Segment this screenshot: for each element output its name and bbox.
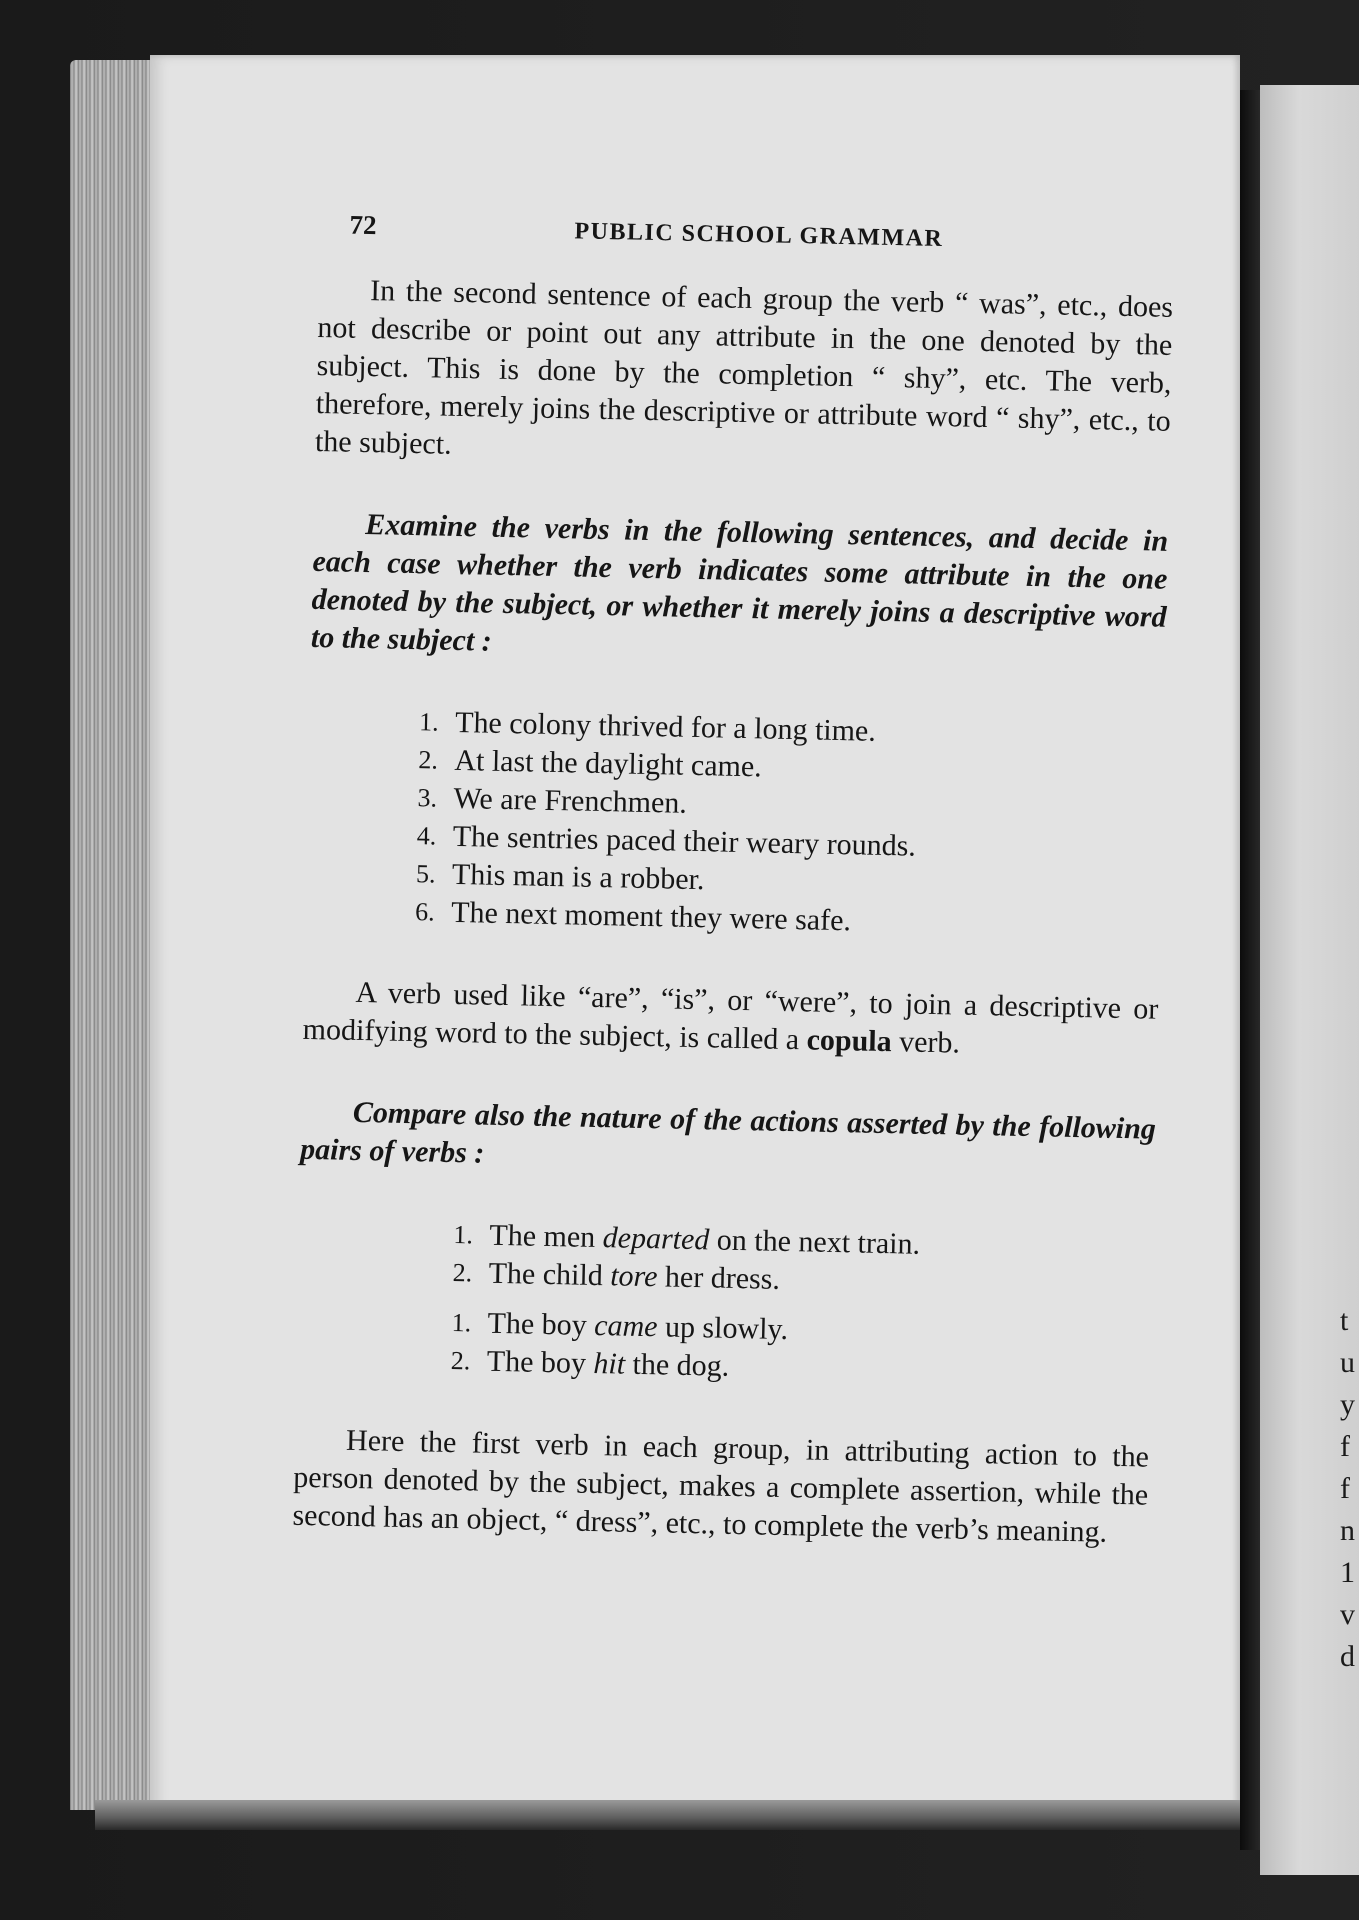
adjacent-letter: f	[1340, 1430, 1350, 1463]
item-number: 2.	[418, 745, 439, 775]
paragraph-conclusion: Here the first verb in each group, in attributing action to the person denoted by the subject, makes a complete assertion, while the second has an object, “ dress”, etc., to complete the verb’s meaning.	[292, 1423, 1150, 1549]
paragraph-verb-explanation: In the second sentence of each group the verb “ was”, etc., does not describe or point out any attribute in the one denoted by the subject. This is done by the completion “ shy”, etc. The verb, therefore, merely joins the descriptive or attribute word “ shy”, etc., to the subject.	[314, 274, 1174, 461]
item-number: 1.	[451, 1308, 472, 1338]
text-fragment: the dog.	[624, 1347, 730, 1383]
adjacent-letter: v	[1340, 1598, 1355, 1631]
italic-verb: tore	[609, 1259, 658, 1294]
text-fragment: her dress.	[657, 1260, 781, 1296]
item-text: At last the daylight came.	[454, 743, 763, 784]
text-fragment: up slowly.	[657, 1310, 789, 1347]
page-content	[291, 205, 1175, 1597]
italic-verb: departed	[602, 1221, 710, 1257]
text-fragment: The boy	[487, 1306, 595, 1342]
adjacent-letter: t	[1340, 1304, 1349, 1337]
item-number: 1.	[453, 1220, 474, 1250]
italic-verb: hit	[593, 1346, 626, 1381]
adjacent-letter: y	[1340, 1388, 1355, 1421]
exercise-instruction: Examine the verbs in the following sentences, and decide in each case whether the verb indicates some attribute in the one denoted by the subject, or whether it merely joins a descriptive word to the subject :	[310, 508, 1169, 658]
item-text	[487, 1305, 788, 1349]
adjacent-letter: d	[1340, 1640, 1355, 1673]
item-text: The sentries paced their weary rounds.	[452, 819, 917, 863]
page-edge-bottom	[95, 1800, 1245, 1830]
item-number: 6.	[414, 897, 436, 927]
item-text: This man is a robber.	[451, 857, 705, 897]
item-number: 2.	[450, 1345, 471, 1376]
adjacent-letter: 1	[1340, 1556, 1355, 1589]
item-number: 5.	[415, 859, 436, 889]
item-number: 3.	[417, 783, 438, 813]
item-text	[486, 1343, 729, 1386]
book-gutter	[1240, 90, 1262, 1850]
compare-instruction: Compare also the nature of the actions asserted by the following pairs of verbs :	[299, 1095, 1157, 1170]
exercise-sentences	[305, 701, 1165, 947]
text-fragment: The child	[488, 1256, 611, 1293]
adjacent-page-letters	[1340, 1300, 1359, 1678]
item-text: The colony thrived for a long time.	[454, 705, 877, 748]
verb-pairs-group-1	[297, 1213, 1153, 1307]
paragraph-copula-definition	[302, 973, 1158, 1067]
copula-term: copula	[806, 1023, 893, 1059]
copula-text-before: A verb used like “are”, “is”, or “were”, to join a descriptive or modifying word to the subject, is called a	[302, 975, 1159, 1057]
adjacent-letter: u	[1340, 1346, 1355, 1379]
adjacent-letter: n	[1340, 1514, 1355, 1547]
item-text: We are Frenchmen.	[453, 781, 688, 820]
adjacent-letter: f	[1340, 1472, 1350, 1505]
item-number: 4.	[416, 821, 437, 851]
copula-text-after: verb.	[891, 1025, 961, 1060]
verb-pairs-group-2	[295, 1301, 1151, 1395]
running-head: PUBLIC SCHOOL GRAMMAR	[574, 218, 944, 253]
item-number: 1.	[418, 707, 440, 737]
text-fragment: on the next train.	[709, 1223, 921, 1261]
item-text: The next moment they were safe.	[450, 895, 852, 938]
text-fragment: The men	[489, 1218, 604, 1255]
italic-verb: came	[593, 1308, 658, 1344]
item-number: 2.	[452, 1258, 473, 1288]
text-fragment: The boy	[486, 1344, 594, 1380]
item-text	[488, 1255, 780, 1299]
page-number: 72	[349, 209, 377, 241]
